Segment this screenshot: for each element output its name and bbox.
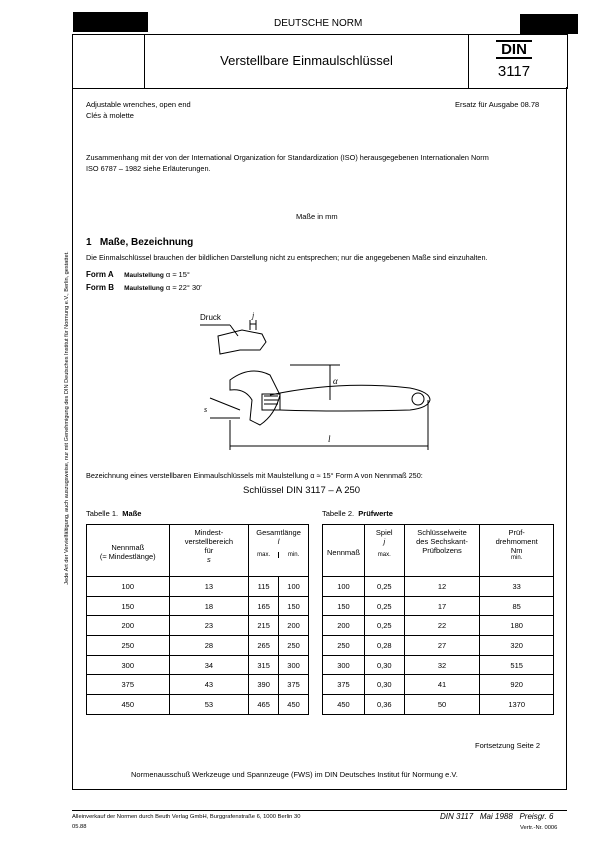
table2-row xyxy=(323,655,554,675)
t1-head-mind-l4: s xyxy=(206,555,211,564)
committee-line: Normenausschuß Werkzeuge und Spannzeuge (FWS) im DIN Deutsches Institut für Normung e.V. xyxy=(131,770,458,779)
table2-cell: 22 xyxy=(404,616,480,636)
table-dimensions xyxy=(86,524,309,715)
table2-cell: 0,25 xyxy=(364,577,404,597)
table2-cell: 515 xyxy=(480,655,554,675)
form-b-row xyxy=(86,283,202,294)
frame-left xyxy=(72,87,73,790)
table1-cell: 215 xyxy=(249,616,279,636)
wrench-handle xyxy=(270,385,430,411)
table1-cell: 150 xyxy=(279,596,309,616)
table2-cell: 27 xyxy=(404,636,480,656)
table2-cell: 150 xyxy=(323,596,365,616)
table2-caption xyxy=(322,509,393,519)
page-title: Verstellbare Einmaulschlüssel xyxy=(220,53,393,68)
fig-s: s xyxy=(204,405,208,414)
form-b-text: Maulstellung xyxy=(124,285,164,292)
table1-cell: 200 xyxy=(279,616,309,636)
table2-cell: 100 xyxy=(323,577,365,597)
form-a-label: Form A xyxy=(86,270,114,279)
subtitle-fr: Clés à molette xyxy=(86,111,134,120)
table1-cell: 250 xyxy=(87,636,170,656)
footer-rule xyxy=(72,810,567,811)
redaction-bar-left xyxy=(73,12,148,32)
din-mark: DIN xyxy=(496,40,532,59)
table1-row xyxy=(87,695,309,715)
wrench-head xyxy=(230,371,280,425)
iso-note-line2: ISO 6787 – 1982 siehe Erläuterungen. xyxy=(86,164,211,173)
table1-cell: 100 xyxy=(279,577,309,597)
t2-head-spiel-l3: max. xyxy=(377,552,391,558)
fig-l: l xyxy=(328,434,331,444)
copyright-side-note: Jede Art der Vervielfältigung, auch auszugsweise, nur mit Genehmigung des DIN Deutsches Institut für Normung e.V., Berlin, gestattet. xyxy=(64,251,70,585)
table1-cell: 265 xyxy=(249,636,279,656)
units-note: Maße in mm xyxy=(296,212,338,221)
t2-head-nenn xyxy=(323,525,365,577)
jaw-detail xyxy=(218,330,266,354)
t1-head-mind-l3: für xyxy=(204,546,214,555)
replacement-note: Ersatz für Ausgabe 08.78 xyxy=(455,100,540,109)
t1-head-nenn-l2: (≈ Mindestlänge) xyxy=(99,552,156,561)
table2-cell: 1370 xyxy=(480,695,554,715)
t2-head-spiel-l2: j xyxy=(383,537,386,546)
frame-right xyxy=(566,87,567,790)
table1-caption-prefix: Tabelle 1. xyxy=(86,509,119,518)
t2-head-spiel xyxy=(364,525,404,577)
table1-caption-title: Maße xyxy=(122,509,142,518)
table1-cell: 300 xyxy=(279,655,309,675)
footer-right xyxy=(440,812,553,821)
table2-cell: 250 xyxy=(323,636,365,656)
table2-cell: 200 xyxy=(323,616,365,636)
table2-cell: 0,36 xyxy=(364,695,404,715)
din-logo xyxy=(496,40,532,80)
t1-head-ges-l1: Gesamtlänge xyxy=(256,528,301,537)
table1-cell: 23 xyxy=(169,616,249,636)
form-a-row xyxy=(86,270,190,281)
table2-cell: 320 xyxy=(480,636,554,656)
t2-head-pd-l2: drehmoment xyxy=(495,537,538,546)
table2-cell: 920 xyxy=(480,675,554,695)
table1-cell: 465 xyxy=(249,695,279,715)
table1-cell: 250 xyxy=(279,636,309,656)
table2-cell: 180 xyxy=(480,616,554,636)
table2-cell: 85 xyxy=(480,596,554,616)
header-box xyxy=(72,34,568,89)
t2-head-sw-l1: Schlüsselweite xyxy=(417,528,467,537)
table1-cell: 375 xyxy=(279,675,309,695)
form-b-value: α ≈ 22° 30′ xyxy=(165,283,202,292)
footer-price: Preisgr. 6 xyxy=(519,812,554,821)
subtitle-en: Adjustable wrenches, open end xyxy=(86,100,191,109)
continuation-note: Fortsetzung Seite 2 xyxy=(475,741,541,750)
redaction-bar-right xyxy=(520,14,578,34)
table1-caption xyxy=(86,509,141,519)
table2-row xyxy=(323,577,554,597)
t1-head-mind-l1: Mindest- xyxy=(194,528,224,537)
t2-head-pd xyxy=(480,525,554,577)
t1-head-nenn xyxy=(87,525,170,577)
table2-row xyxy=(323,675,554,695)
table1-cell: 34 xyxy=(169,655,249,675)
table2-row xyxy=(323,616,554,636)
table1-row xyxy=(87,616,309,636)
form-a-text: Maulstellung xyxy=(124,272,164,279)
fig-alpha: α xyxy=(333,376,338,386)
frame-bottom xyxy=(72,789,567,790)
table1-cell: 13 xyxy=(169,577,249,597)
table1-cell: 115 xyxy=(249,577,279,597)
table1-cell: 18 xyxy=(169,596,249,616)
iso-note-line1: Zusammenhang mit der von der International Organization for Standardization (ISO) herausgegebenen Internationalen Norm xyxy=(86,153,489,162)
table2-cell: 32 xyxy=(404,655,480,675)
form-a-value: α ≈ 15° xyxy=(165,270,190,279)
table2-cell: 0,25 xyxy=(364,596,404,616)
table2-cell: 0,30 xyxy=(364,655,404,675)
norm-label: DEUTSCHE NORM xyxy=(274,18,363,29)
header-divider-right xyxy=(468,35,469,88)
fig-j: j xyxy=(252,311,255,320)
t1-head-min: min. xyxy=(287,552,300,558)
designation-example: Schlüssel DIN 3117 – A 250 xyxy=(243,485,361,496)
t2-head-pd-l1: Prüf- xyxy=(508,528,525,537)
table2-row xyxy=(323,596,554,616)
table1-cell: 53 xyxy=(169,695,249,715)
table1-cell: 100 xyxy=(87,577,170,597)
table2-caption-prefix: Tabelle 2. xyxy=(322,509,355,518)
t2-head-sw-l2: des Sechskant- xyxy=(416,537,468,546)
t2-head-pd-l3: Nm xyxy=(510,546,523,555)
t1-head-max: max. xyxy=(249,552,279,558)
table1-cell: 450 xyxy=(87,695,170,715)
fig-druck: Druck xyxy=(200,313,221,322)
table1-cell: 450 xyxy=(279,695,309,715)
t2-head-sw xyxy=(404,525,480,577)
table2-row xyxy=(323,636,554,656)
wrench-figure xyxy=(190,300,450,460)
table2-cell: 33 xyxy=(480,577,554,597)
t1-head-nenn-l1: Nennmaß xyxy=(111,543,145,552)
table1-cell: 165 xyxy=(249,596,279,616)
din-number: 3117 xyxy=(497,63,531,80)
footer-date: Mai 1988 xyxy=(479,812,513,821)
table2-cell: 450 xyxy=(323,695,365,715)
t2-head-pd-l4: min. xyxy=(511,555,523,561)
table2-cell: 17 xyxy=(404,596,480,616)
section-intro: Die Einmalschlüssel brauchen der bildlichen Darstellung nicht zu entsprechen; nur die angegebenen Maße sind einzuhalten. xyxy=(86,253,488,262)
t2-head-nenn-l1: Nennmaß xyxy=(326,547,360,557)
table1-row xyxy=(87,675,309,695)
footer-left2: 05.88 xyxy=(72,824,87,830)
table2-cell: 0,25 xyxy=(364,616,404,636)
table1-cell: 315 xyxy=(249,655,279,675)
section-title: Maße, Bezeichnung xyxy=(99,237,194,248)
section-number: 1 xyxy=(86,237,92,248)
table1-cell: 28 xyxy=(169,636,249,656)
form-b-label: Form B xyxy=(86,283,114,292)
table2-cell: 375 xyxy=(323,675,365,695)
table1-cell: 390 xyxy=(249,675,279,695)
t1-head-ges-l2: l xyxy=(277,537,280,546)
table2-caption-title: Prüfwerte xyxy=(358,509,393,518)
table-testvalues xyxy=(322,524,554,715)
table1-row xyxy=(87,577,309,597)
t2-head-sw-l3: Prüfbolzens xyxy=(422,546,462,555)
table2-cell: 0,28 xyxy=(364,636,404,656)
footer-left1: Alleinverkauf der Normen durch Beuth Verlag GmbH, Burggrafenstraße 6, 1000 Berlin 30 xyxy=(72,814,301,820)
t1-head-mind-l2: verstellbereich xyxy=(184,537,234,546)
table2-cell: 41 xyxy=(404,675,480,695)
t1-head-ges xyxy=(249,525,309,577)
t1-head-mind xyxy=(169,525,249,577)
table1-cell: 200 xyxy=(87,616,170,636)
table1-cell: 150 xyxy=(87,596,170,616)
table2-cell: 0,30 xyxy=(364,675,404,695)
section-heading xyxy=(86,237,193,248)
table1-row xyxy=(87,636,309,656)
table2-cell: 300 xyxy=(323,655,365,675)
table2-cell: 12 xyxy=(404,577,480,597)
table2-cell: 50 xyxy=(404,695,480,715)
table2-row xyxy=(323,695,554,715)
table1-cell: 300 xyxy=(87,655,170,675)
table1-cell: 43 xyxy=(169,675,249,695)
footer-din: DIN 3117 xyxy=(440,812,474,821)
table1-row xyxy=(87,655,309,675)
table1-row xyxy=(87,596,309,616)
t2-head-spiel-l1: Spiel xyxy=(375,528,393,537)
table1-cell: 375 xyxy=(87,675,170,695)
designation-line: Bezeichnung eines verstellbaren Einmaulschlüssels mit Maulstellung α ≈ 15° Form A von Nennmaß 250: xyxy=(86,471,423,480)
footer-vertr: Vertr.-Nr. 0006 xyxy=(520,825,558,831)
